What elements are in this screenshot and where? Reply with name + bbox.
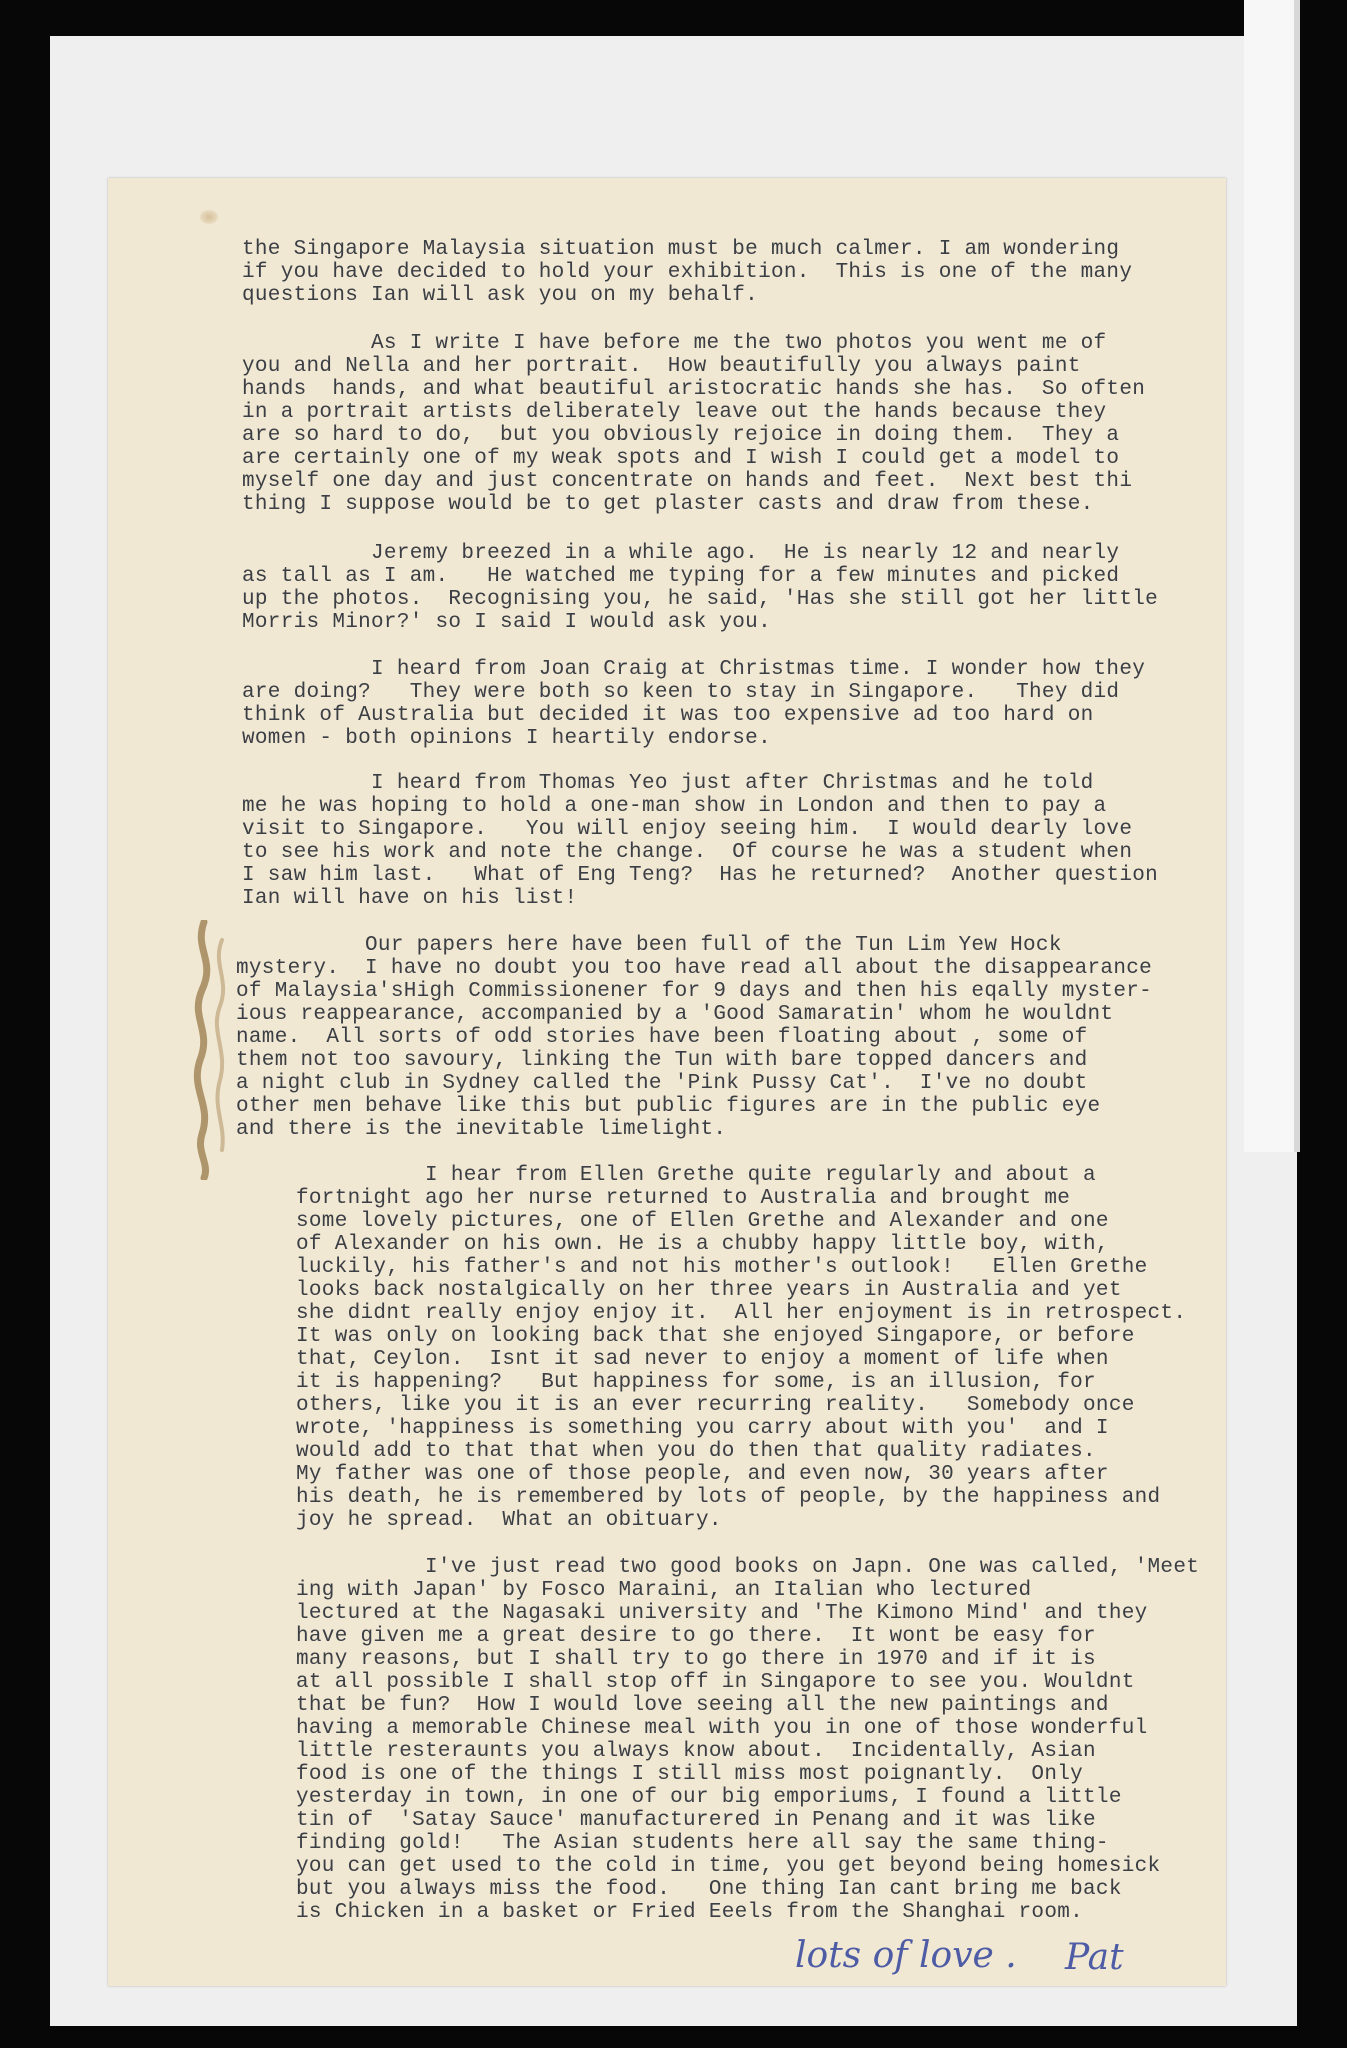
letter-line: is Chicken in a basket or Fried Eeels from the Shanghai room. [296, 1901, 1084, 1924]
letter-line: to see his work and note the change. Of course he was a student when [242, 841, 1133, 864]
letter-paragraph [242, 542, 1158, 634]
letter-line: many reasons, but I shall try to go there in 1970 and if it is [296, 1648, 1096, 1671]
letter-line: questions Ian will ask you on my behalf. [242, 284, 759, 307]
letter-paragraph [236, 934, 1152, 1141]
letter-line: but you always miss the food. One thing Ian cant bring me back [296, 1878, 1122, 1901]
letter-line: in a portrait artists deliberately leave out the hands because they [242, 401, 1107, 424]
letter-line: other men behave like this but public figures are in the public eye [236, 1095, 1101, 1118]
letter-line: little resteraunts you always know about. Incidentally, Asian [296, 1740, 1096, 1763]
letter-paragraph [296, 1556, 1199, 1924]
letter-line: hands hands, and what beautiful aristocratic hands she has. So often [242, 378, 1146, 401]
letter-line: myself one day and just concentrate on hands and feet. Next best thi [242, 470, 1133, 493]
letter-line: Our papers here have been full of the Tun Lim Yew Hock [236, 934, 1062, 957]
handwritten-signature [795, 1935, 1225, 1995]
letter-line: that, Ceylon. Isnt it sad never to enjoy a moment of life when [296, 1348, 1109, 1371]
letter-line: finding gold! The Asian students here all say the same thing- [296, 1832, 1109, 1855]
letter-line: joy he spread. What an obituary. [296, 1509, 722, 1532]
letter-line: As I write I have before me the two photos you went me of [242, 332, 1107, 355]
letter-paragraph [296, 1164, 1186, 1532]
letter-line: up the photos. Recognising you, he said, 'Has she still got her little [242, 588, 1159, 611]
letter-line: it is happening? But happiness for some, is an illusion, for [296, 1371, 1096, 1394]
letter-line: thing I suppose would be to get plaster casts and draw from these. [242, 493, 1094, 516]
letter-line: me he was hoping to hold a one-man show in London and then to pay a [242, 795, 1107, 818]
letter-line: I've just read two good books on Japn. One was called, 'Meet [296, 1556, 1200, 1579]
signature-closing: lots of love . [795, 1935, 1017, 1976]
letter-line: mystery. I have no doubt you too have read all about the disappearance [236, 957, 1153, 980]
letter-line: I saw him last. What of Eng Teng? Has he returned? Another question [242, 864, 1159, 887]
letter-paragraph [242, 238, 1132, 307]
letter-line: if you have decided to hold your exhibition. This is one of the many [242, 261, 1133, 284]
letter-line: name. All sorts of odd stories have been floating about , some of [236, 1026, 1088, 1049]
letter-line: I hear from Ellen Grethe quite regularly and about a [296, 1164, 1096, 1187]
letter-line: are so hard to do, but you obviously rejoice in doing them. They a [242, 424, 1120, 447]
letter-line: of Alexander on his own. He is a chubby happy little boy, with, [296, 1233, 1109, 1256]
letter-line: others, like you it is an ever recurring reality. Somebody once [296, 1394, 1135, 1417]
letter-line: Morris Minor?' so I said I would ask you. [242, 611, 771, 634]
letter-line: yesterday in town, in one of our big emporiums, I found a little [296, 1786, 1122, 1809]
letter-line: a night club in Sydney called the 'Pink Pussy Cat'. I've no doubt [236, 1072, 1088, 1095]
letter-line: having a memorable Chinese meal with you in one of those wonderful [296, 1717, 1148, 1740]
letter-line: women - both opinions I heartily endorse. [242, 727, 771, 750]
letter-line: food is one of the things I still miss most poignantly. Only [296, 1763, 1084, 1786]
ink-stain-decoration [182, 920, 242, 1180]
letter-line: as tall as I am. He watched me typing for a few minutes and picked [242, 565, 1120, 588]
letter-paragraph [242, 658, 1145, 750]
letter-line: fortnight ago her nurse returned to Australia and brought me [296, 1187, 1071, 1210]
letter-line: are certainly one of my weak spots and I wish I could get a model to [242, 447, 1120, 470]
letter-line: you can get used to the cold in time, you get beyond being homesick [296, 1855, 1161, 1878]
letter-line: them not too savoury, linking the Tun with bare topped dancers and [236, 1049, 1088, 1072]
letter-line: Jeremy breezed in a while ago. He is nearly 12 and nearly [242, 542, 1120, 565]
letter-line: Ian will have on his list! [242, 887, 578, 910]
letter-line: you and Nella and her portrait. How beautifully you always paint [242, 355, 1081, 378]
letter-line: and there is the inevitable limelight. [236, 1118, 727, 1141]
letter-line: looks back nostalgically on her three years in Australia and yet [296, 1279, 1122, 1302]
letter-line: visit to Singapore. You will enjoy seeing him. I would dearly love [242, 818, 1133, 841]
signature-name: Pat [1065, 1937, 1124, 1978]
letter-line: ious reappearance, accompanied by a 'Good Samaratin' whom he wouldnt [236, 1003, 1114, 1026]
letter-line: that be fun? How I would love seeing all the new paintings and [296, 1694, 1109, 1717]
letter-line: some lovely pictures, one of Ellen Grethe and Alexander and one [296, 1210, 1109, 1233]
letter-line: tin of 'Satay Sauce' manufacturered in Penang and it was like [296, 1809, 1096, 1832]
letter-line: would add to that that when you do then that quality radiates. [296, 1440, 1096, 1463]
letter-line: ing with Japan' by Fosco Maraini, an Italian who lectured [296, 1579, 1032, 1602]
letter-line: think of Australia but decided it was too expensive ad too hard on [242, 704, 1094, 727]
letter-line: luckily, his father's and not his mother's outlook! Ellen Grethe [296, 1256, 1148, 1279]
letter-line: his death, he is remembered by lots of people, by the happiness and [296, 1486, 1161, 1509]
letter-line: My father was one of those people, and even now, 30 years after [296, 1463, 1109, 1486]
letter-line: of Malaysia'sHigh Commissionener for 9 days and then his eqally myster- [236, 980, 1153, 1003]
letter-line: are doing? They were both so keen to stay in Singapore. They did [242, 681, 1120, 704]
letter-line: wrote, 'happiness is something you carry about with you' and I [296, 1417, 1109, 1440]
letter-line: I heard from Joan Craig at Christmas time. I wonder how they [242, 658, 1146, 681]
letter-line: the Singapore Malaysia situation must be much calmer. I am wondering [242, 238, 1120, 261]
letter-line: have given me a great desire to go there. It wont be easy for [296, 1625, 1096, 1648]
letter-paragraph [242, 332, 1145, 516]
letter-line: lectured at the Nagasaki university and 'The Kimono Mind' and they [296, 1602, 1148, 1625]
letter-paragraph [242, 772, 1158, 910]
letter-line: I heard from Thomas Yeo just after Christmas and he told [242, 772, 1094, 795]
letter-line: It was only on looking back that she enjoyed Singapore, or before [296, 1325, 1135, 1348]
letter-line: she didnt really enjoy enjoy it. All her enjoyment is in retrospect. [296, 1302, 1187, 1325]
letter-line: at all possible I shall stop off in Singapore to see you. Wouldnt [296, 1671, 1135, 1694]
